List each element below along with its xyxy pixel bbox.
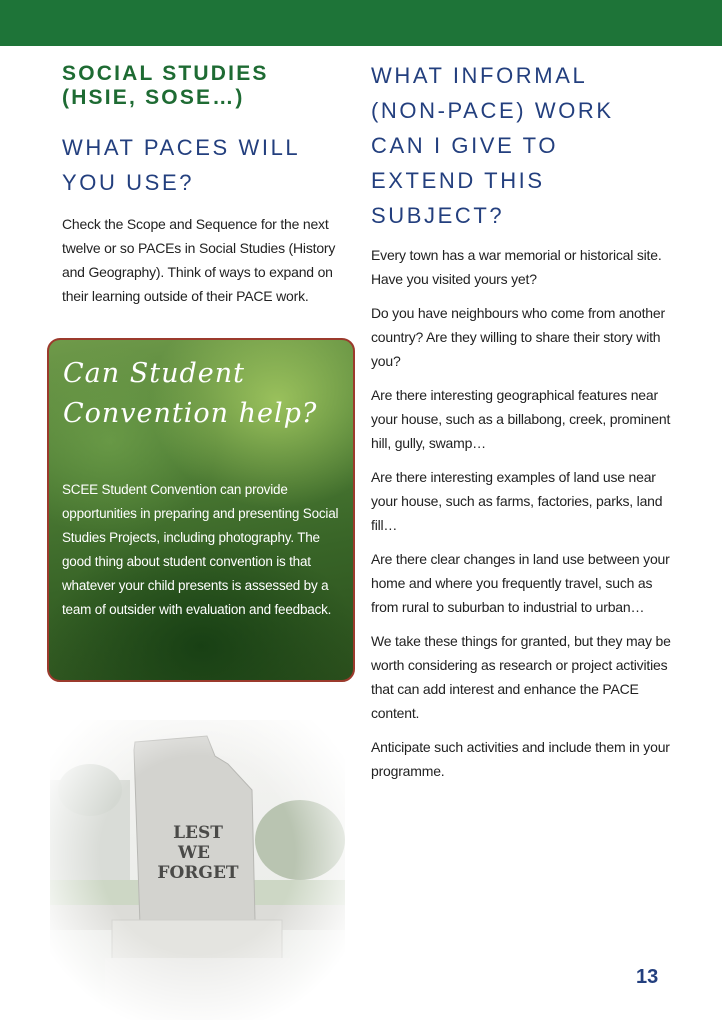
- callout-heading-line2: Convention help?: [63, 398, 318, 429]
- suggestion-paragraph: Are there clear changes in land use between your home and where you frequently travel, such as from rural to suburban to industrial to urban…: [371, 551, 670, 615]
- suggestion-paragraph: We take these things for granted, but they may be worth considering as research or project activities that can add interest and enhance the PACE content.: [371, 633, 671, 721]
- paces-heading: WHAT PACES WILL YOU USE?: [62, 135, 300, 195]
- callout-heading-line1: Can Student: [63, 358, 245, 389]
- war-memorial-photo: [50, 720, 345, 1020]
- page-number: 13: [636, 966, 659, 988]
- vignette-fade: [50, 720, 345, 1020]
- memorial-illustration: [50, 720, 345, 1020]
- left-column: [62, 62, 342, 308]
- callout-heading: [63, 354, 353, 434]
- suggestion-paragraph: Every town has a war memorial or historical site. Have you visited yours yet?: [371, 247, 662, 287]
- suggestion-paragraph: Are there interesting geographical features near your house, such as a billabong, creek, prominent hill, gully, swamp…: [371, 387, 671, 451]
- right-column: [371, 58, 671, 793]
- student-convention-callout: [47, 338, 355, 682]
- paces-paragraph: Check the Scope and Sequence for the next twelve or so PACEs in Social Studies (History and Geography). Think of ways to expand on their learning outside of their PACE work.: [62, 216, 336, 304]
- suggestion-paragraph: Anticipate such activities and include them in your programme.: [371, 739, 670, 779]
- suggestion-paragraph: Do you have neighbours who come from another country? Are they willing to share their story with you?: [371, 305, 665, 369]
- informal-work-heading: WHAT INFORMAL (NON-PACE) WORK CAN I GIVE TO EXTEND THIS SUBJECT?: [371, 63, 614, 228]
- callout-text: SCEE Student Convention can provide opportunities in preparing and presenting Social Studies Projects, including photography. The good thing about student convention is that whatever your child presents is assessed by a team of outsider with evaluation and feedback.: [62, 482, 339, 617]
- top-banner: [0, 0, 722, 46]
- suggestion-paragraph: Are there interesting examples of land use near your house, such as farms, factories, parks, land fill…: [371, 469, 663, 533]
- section-title: SOCIAL STUDIES (HSIE, SOSE…): [62, 62, 269, 109]
